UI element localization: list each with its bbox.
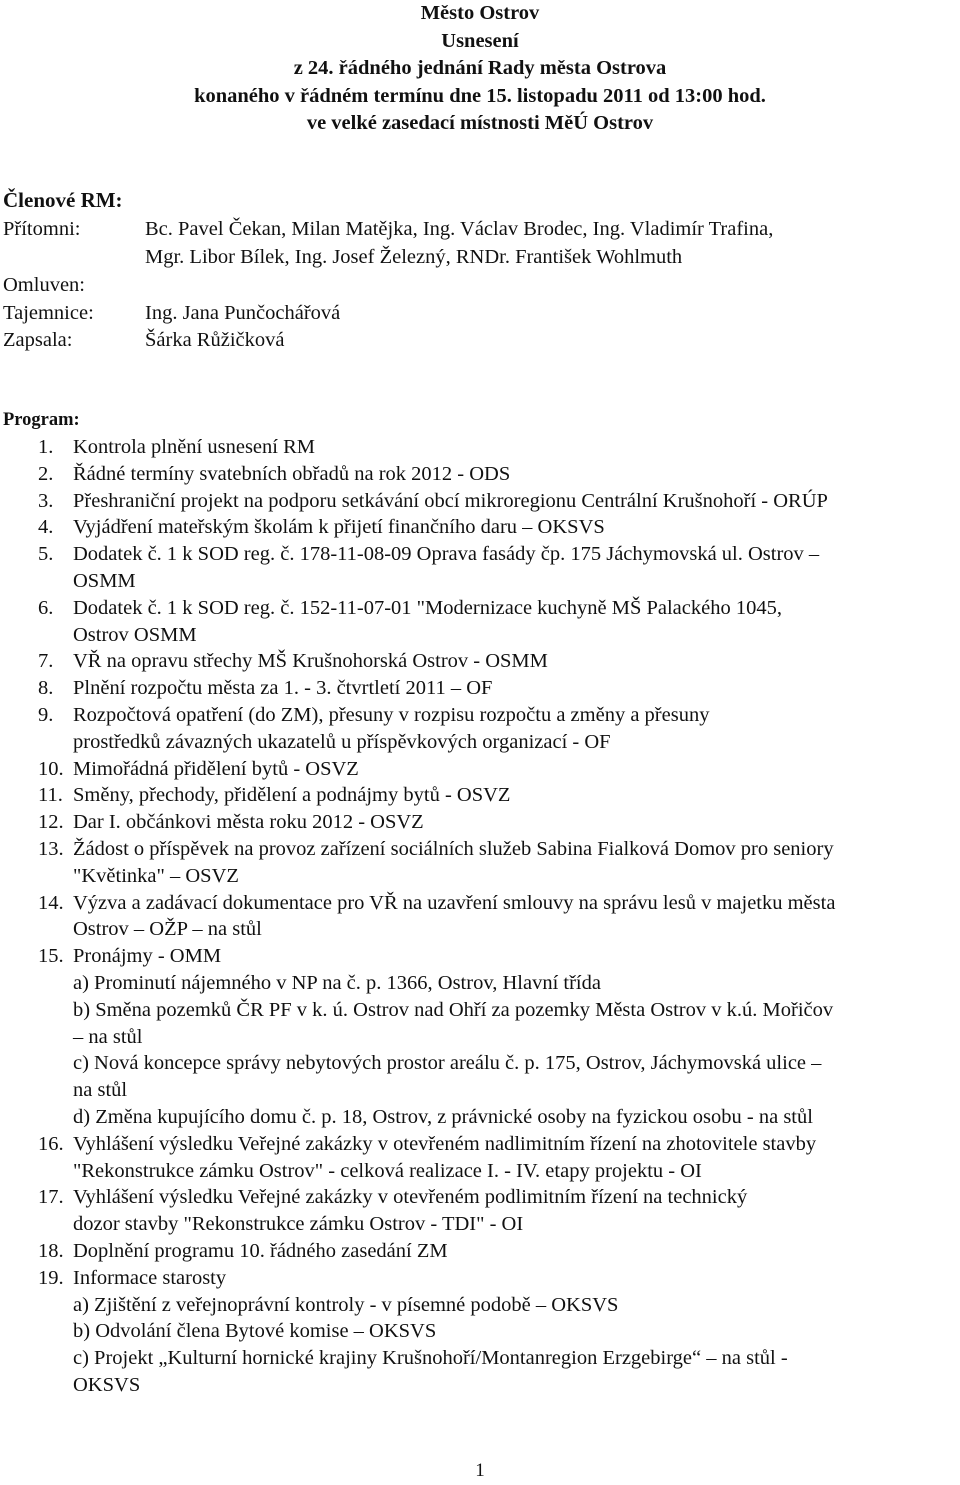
program-item <box>38 1184 960 1238</box>
program-item-text <box>73 1238 960 1265</box>
program-item <box>38 702 960 756</box>
program-item-text <box>73 1184 960 1238</box>
program-list <box>38 434 960 1399</box>
program-item-line: Přeshraniční projekt na podporu setkávání obcí mikroregionu Centrální Krušnohoří - ORÚP <box>73 489 828 512</box>
program-item-text <box>73 461 960 488</box>
program-item-line: prostředků závazných ukazatelů u příspěvkových organizací - OF <box>73 730 611 753</box>
program-item-text <box>73 1131 960 1185</box>
program-item-number: 6. <box>38 596 54 619</box>
members-heading: Členové RM: <box>3 188 123 212</box>
page-number: 1 <box>475 1460 485 1481</box>
program-item <box>38 541 960 595</box>
program-item-number: 14. <box>38 891 64 914</box>
header-location: ve velké zasedací místnosti MěÚ Ostrov <box>306 112 654 134</box>
program-item-number: 19. <box>38 1266 64 1289</box>
program-item-text <box>73 595 960 649</box>
program-item <box>38 1265 960 1399</box>
header-meeting: z 24. řádného jednání Rady města Ostrova <box>293 57 667 79</box>
program-item-line: a) Zjištění z veřejnoprávní kontroly - v písemné podobě – OKSVS <box>73 1293 619 1316</box>
program-item-text <box>73 836 960 890</box>
program-item-line: Směny, přechody, přidělení a podnájmy bytů - OSVZ <box>73 784 511 807</box>
program-item-line: Dodatek č. 1 k SOD reg. č. 178-11-08-09 Oprava fasády čp. 175 Jáchymovská ul. Ostrov – <box>73 543 820 566</box>
program-item-line: "Rekonstrukce zámku Ostrov" - celková realizace I. - IV. etapy projektu - OI <box>73 1159 702 1182</box>
program-item-line: – na stůl <box>73 1025 143 1048</box>
program-item <box>38 648 960 675</box>
program-item-number: 12. <box>38 811 64 834</box>
program-item-number: 7. <box>38 650 54 673</box>
program-item-text <box>73 943 960 1131</box>
program-item <box>38 1238 960 1265</box>
program-item-number: 11. <box>38 784 63 807</box>
program-item-line: Pronájmy - OMM <box>73 945 222 968</box>
excused-label: Omluven: <box>3 274 85 296</box>
recorder-name: Šárka Růžičková <box>145 329 285 351</box>
program-item-number: 13. <box>38 837 64 860</box>
program-item-line: "Květinka" – OSVZ <box>73 864 239 887</box>
present-line-2: Mgr. Libor Bílek, Ing. Josef Železný, RNDr. František Wohlmuth <box>145 246 683 268</box>
program-item-text <box>73 434 960 461</box>
program-item-number: 2. <box>38 462 54 485</box>
program-item <box>38 461 960 488</box>
program-item-number: 3. <box>38 489 54 512</box>
program-item-number: 5. <box>38 543 54 566</box>
program-item-text <box>73 514 960 541</box>
program-item-number: 10. <box>38 757 64 780</box>
program-item-line: OKSVS <box>73 1373 141 1396</box>
program-item-line: Výzva a zadávací dokumentace pro VŘ na uzavření smlouvy na správu lesů v majetku města <box>73 891 836 914</box>
program-item <box>38 836 960 890</box>
header-date: konaného v řádném termínu dne 15. listopadu 2011 od 13:00 hod. <box>194 84 766 107</box>
present-label: Přítomni: <box>3 218 81 240</box>
program-item-line: Informace starosty <box>73 1266 227 1289</box>
header-resolution: Usnesení <box>441 29 519 52</box>
program-item <box>38 1131 960 1185</box>
program-item-number: 15. <box>38 945 64 968</box>
program-item-text <box>73 675 960 702</box>
program-item-number: 9. <box>38 703 54 726</box>
program-item-line: Dodatek č. 1 k SOD reg. č. 152-11-07-01 "Modernizace kuchyně MŠ Palackého 1045, <box>73 596 782 619</box>
program-item-line: Vyjádření mateřským školám k přijetí finančního daru – OKSVS <box>73 516 605 539</box>
program-item-line: Plnění rozpočtu města za 1. - 3. čtvrtletí 2011 – OF <box>73 677 493 700</box>
program-item-line: c) Projekt „Kulturní hornické krajiny Krušnohoří/Montanregion Erzgebirge“ – na stůl - <box>73 1347 788 1370</box>
header-city: Město Ostrov <box>420 2 540 24</box>
program-item-number: 18. <box>38 1239 64 1262</box>
program-item-line: d) Změna kupujícího domu č. p. 18, Ostrov, z právnické osoby na fyzickou osobu - na stůl <box>73 1105 813 1128</box>
program-item-number: 4. <box>38 516 54 539</box>
program-item-text <box>73 809 960 836</box>
program-item-line: Ostrov – OŽP – na stůl <box>73 918 262 941</box>
program-item-line: b) Směna pozemků ČR PF v k. ú. Ostrov nad Ohří za pozemky Města Ostrov v k.ú. Mořičov <box>73 998 834 1021</box>
program-item-line: Mimořádná přidělení bytů - OSVZ <box>73 757 359 780</box>
program-item-line: Řádné termíny svatebních obřadů na rok 2012 - ODS <box>73 462 511 485</box>
recorder-label: Zapsala: <box>3 329 73 351</box>
program-item-line: OSMM <box>73 569 136 592</box>
program-item-text <box>73 756 960 783</box>
program-item-line: na stůl <box>73 1079 128 1102</box>
program-item <box>38 782 960 809</box>
program-item-line: Vyhlášení výsledku Veřejné zakázky v otevřeném nadlimitním řízení na zhotovitele stavby <box>73 1132 817 1155</box>
program-item <box>38 890 960 944</box>
program-item-line: dozor stavby "Rekonstrukce zámku Ostrov - TDI" - OI <box>73 1213 524 1236</box>
program-item <box>38 595 960 649</box>
program-item-number: 1. <box>38 436 54 458</box>
program-item-number: 8. <box>38 677 54 700</box>
secretary-name: Ing. Jana Punčochářová <box>145 302 341 324</box>
program-item-line: a) Prominutí nájemného v NP na č. p. 1366, Ostrov, Hlavní třída <box>73 971 601 994</box>
present-line-1: Bc. Pavel Čekan, Milan Matějka, Ing. Václav Brodec, Ing. Vladimír Trafina, <box>145 218 774 240</box>
program-item-line: Rozpočtová opatření (do ZM), přesuny v rozpisu rozpočtu a změny a přesuny <box>73 703 710 726</box>
program-item <box>38 434 960 461</box>
program-item-line: Kontrola plnění usnesení RM <box>73 436 315 458</box>
program-item-text <box>73 488 960 515</box>
program-item-number: 16. <box>38 1132 64 1155</box>
program-item-line: Žádost o příspěvek na provoz zařízení sociálních služeb Sabina Fialková Domov pro seniory <box>73 837 834 860</box>
program-item-text <box>73 782 960 809</box>
program-item-line: b) Odvolání člena Bytové komise – OKSVS <box>73 1320 437 1343</box>
program-item-line: c) Nová koncepce správy nebytových prostor areálu č. p. 175, Ostrov, Jáchymovská ulice – <box>73 1052 822 1075</box>
program-item-line: Vyhlášení výsledku Veřejné zakázky v otevřeném podlimitním řízení na technický <box>73 1186 748 1209</box>
program-item <box>38 514 960 541</box>
program-item-line: VŘ na opravu střechy MŠ Krušnohorská Ostrov - OSMM <box>73 650 548 673</box>
program-heading: Program: <box>3 410 80 430</box>
program-item <box>38 675 960 702</box>
document-header <box>0 0 960 138</box>
program-item-line: Doplnění programu 10. řádného zasedání ZM <box>73 1239 448 1262</box>
program-item-text <box>73 541 960 595</box>
program-item <box>38 488 960 515</box>
program-item <box>38 809 960 836</box>
program-item <box>38 943 960 1131</box>
secretary-label: Tajemnice: <box>3 302 94 324</box>
program-item-line: Dar I. občánkovi města roku 2012 - OSVZ <box>73 811 424 834</box>
program-item-text <box>73 702 960 756</box>
program-item-line: Ostrov OSMM <box>73 623 197 646</box>
program-item-text <box>73 648 960 675</box>
program-item-text <box>73 1265 960 1399</box>
program-item <box>38 756 960 783</box>
program-item-number: 17. <box>38 1186 64 1209</box>
program-item-text <box>73 890 960 944</box>
